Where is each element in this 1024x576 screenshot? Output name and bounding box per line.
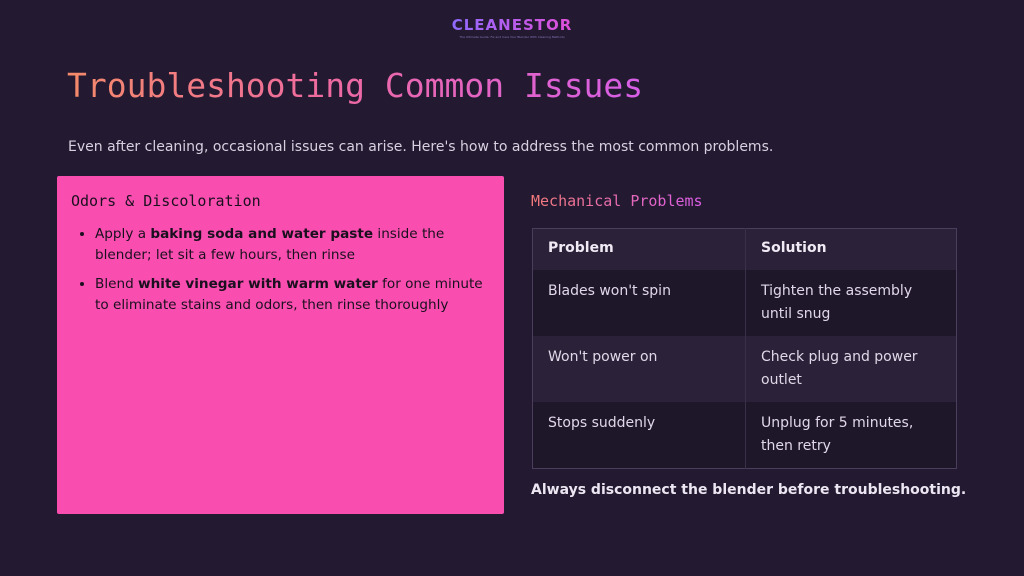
table-row [533,336,957,402]
page-subtitle: Even after cleaning, occasional issues can arise. Here's how to address the most common problems. [68,139,774,155]
solution-cell: Unplug for 5 minutes, then retry [761,415,914,454]
table-header-row [533,229,957,271]
odors-heading: Odors & Discoloration [71,192,261,210]
table-row [533,270,957,336]
problem-cell: Blades won't spin [533,270,746,336]
column-header-solution: Solution [761,240,827,256]
logo-wordmark: CLEANESTOR [451,16,573,34]
problem-cell: Stops suddenly [533,402,746,469]
solution-cell: Tighten the assembly until snug [761,283,913,322]
column-header-problem: Problem [533,229,746,271]
logo-tagline: The Ultimate Guide: Fix and Care Your Blender With Cleaning Methods [459,35,565,39]
mechanical-table [532,228,957,469]
mechanical-heading: Mechanical Problems [531,192,703,210]
list-item: • Apply a baking soda and water paste inside the blender; let sit a few hours, then rinse [95,224,490,266]
odors-card [57,176,504,514]
solution-cell: Check plug and power outlet [761,349,918,388]
brand-logo [0,15,1024,39]
safety-warning: Always disconnect the blender before troubleshooting. [531,482,967,498]
problem-cell: Won't power on [533,336,746,402]
page-title: Troubleshooting Common Issues [67,66,644,105]
list-item: • Blend white vinegar with warm water for one minute to eliminate stains and odors, then rinse thoroughly [95,274,490,316]
table-row [533,402,957,469]
odors-list [71,224,490,316]
